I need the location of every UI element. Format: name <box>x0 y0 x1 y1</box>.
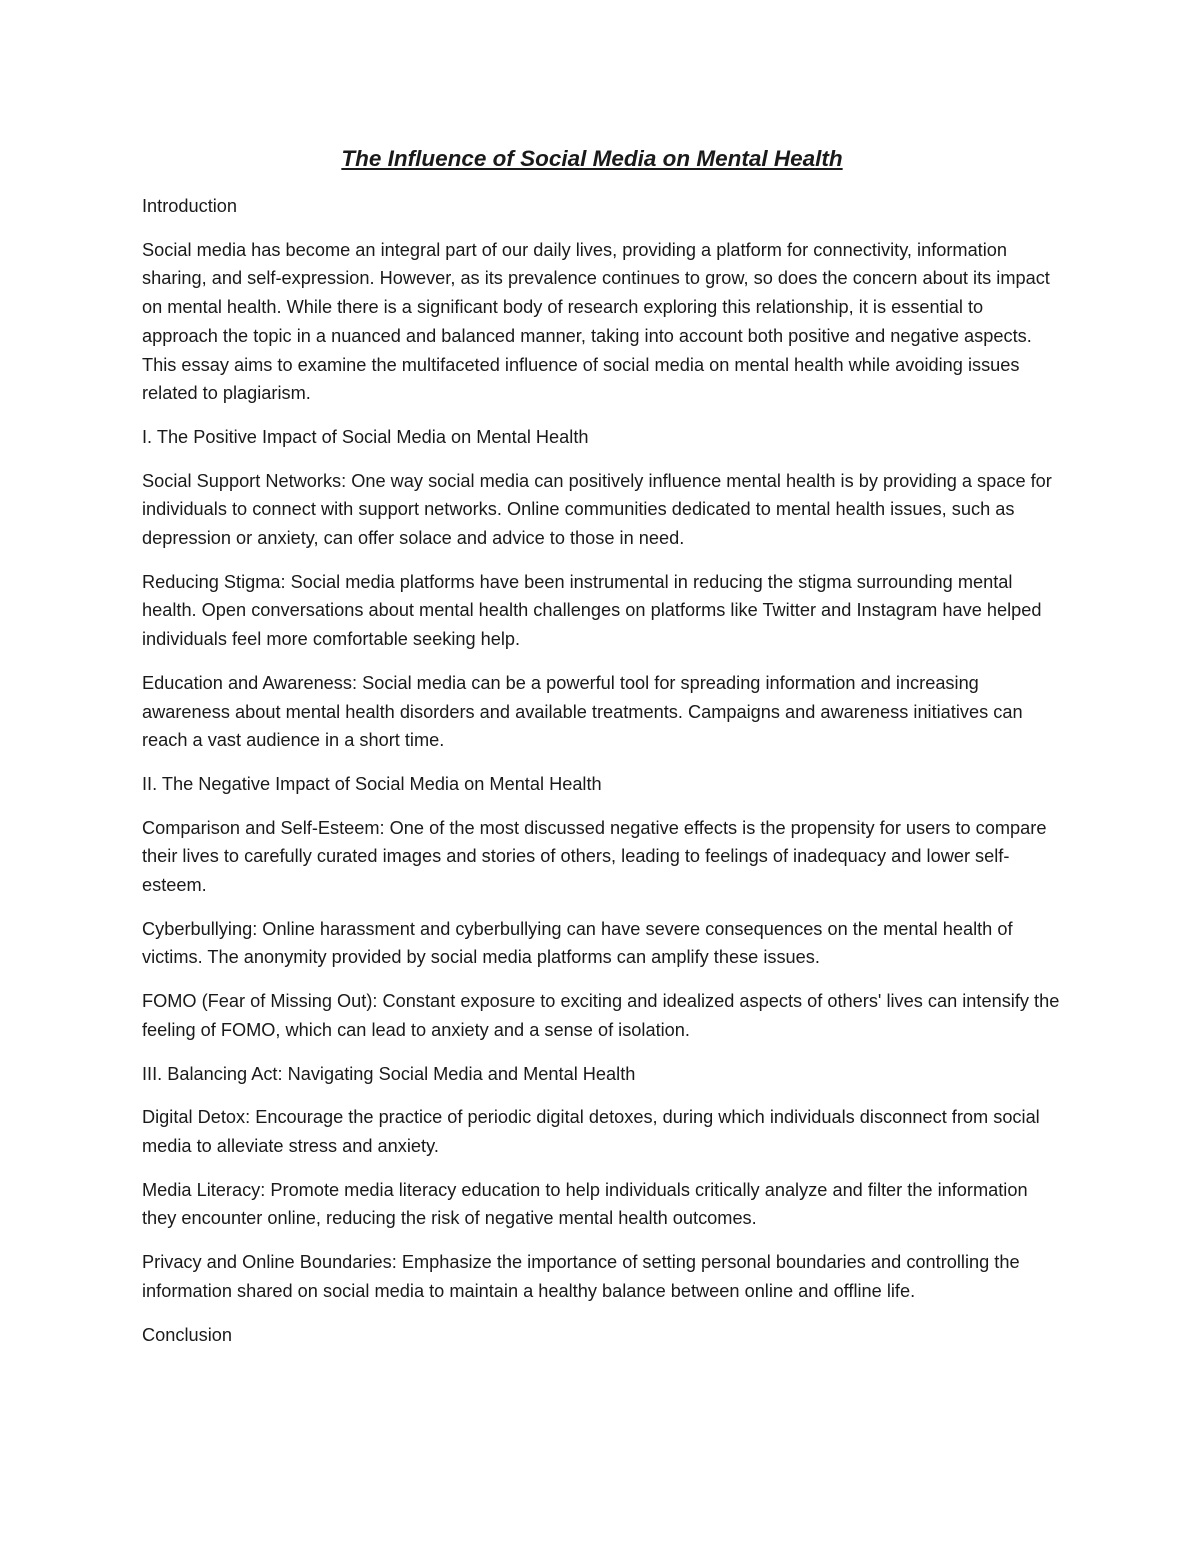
section1-paragraph: Social Support Networks: One way social media can positively influence mental health is by providing a space for individuals to connect with support networks. Online communities dedicated to mental health issues, such as depression or anxiety, can offer solace and advice to those in need. <box>142 470 1052 549</box>
conclusion-heading: Conclusion <box>142 1324 232 1345</box>
section1-paragraph: Reducing Stigma: Social media platforms have been instrumental in reducing the stigma surrounding mental health. Open conversations about mental health challenges on platforms like Twitter and Instagram have helped individuals feel more comfortable seeking help. <box>142 571 1042 650</box>
document-page <box>142 142 1062 1364</box>
intro-heading: Introduction <box>142 196 238 216</box>
section1-heading: I. The Positive Impact of Social Media on Mental Health <box>142 426 589 447</box>
section3-paragraph: Privacy and Online Boundaries: Emphasize the importance of setting personal boundaries and controlling the information shared on social media to maintain a healthy balance between online and offline life. <box>142 1252 1020 1301</box>
document-title: The Influence of Social Media on Mental Health <box>341 146 843 171</box>
section1-paragraph: Education and Awareness: Social media can be a powerful tool for spreading information and increasing awareness about mental health disorders and available treatments. Campaigns and awareness initiatives can reach a vast audience in a short time. <box>142 672 1023 751</box>
section2-paragraph: FOMO (Fear of Missing Out): Constant exposure to exciting and idealized aspects of others' lives can intensify the feeling of FOMO, which can lead to anxiety and a sense of isolation. <box>142 991 1060 1040</box>
section2-paragraph: Cyberbullying: Online harassment and cyberbullying can have severe consequences on the mental health of victims. The anonymity provided by social media platforms can amplify these issues. <box>142 918 1013 968</box>
intro-paragraph: Social media has become an integral part of our daily lives, providing a platform for connectivity, information sharing, and self-expression. However, as its prevalence continues to grow, so does the concern about its impact on mental health. While there is a significant body of research exploring this relationship, it is essential to approach the topic in a nuanced and balanced manner, taking into account both positive and negative aspects. This essay aims to examine the multifaceted influence of social media on mental health while avoiding issues related to plagiarism. <box>142 239 1050 404</box>
section3-heading: III. Balancing Act: Navigating Social Media and Mental Health <box>142 1063 636 1084</box>
section2-paragraph: Comparison and Self-Esteem: One of the most discussed negative effects is the propensity for users to compare their lives to carefully curated images and stories of others, leading to feelings of inadequacy and lower self-esteem. <box>142 817 1047 896</box>
section3-paragraph: Digital Detox: Encourage the practice of periodic digital detoxes, during which individuals disconnect from social media to alleviate stress and anxiety. <box>142 1107 1040 1156</box>
section3-paragraph: Media Literacy: Promote media literacy education to help individuals critically analyze and filter the information they encounter online, reducing the risk of negative mental health outcomes. <box>142 1179 1028 1229</box>
section2-heading: II. The Negative Impact of Social Media on Mental Health <box>142 773 602 794</box>
